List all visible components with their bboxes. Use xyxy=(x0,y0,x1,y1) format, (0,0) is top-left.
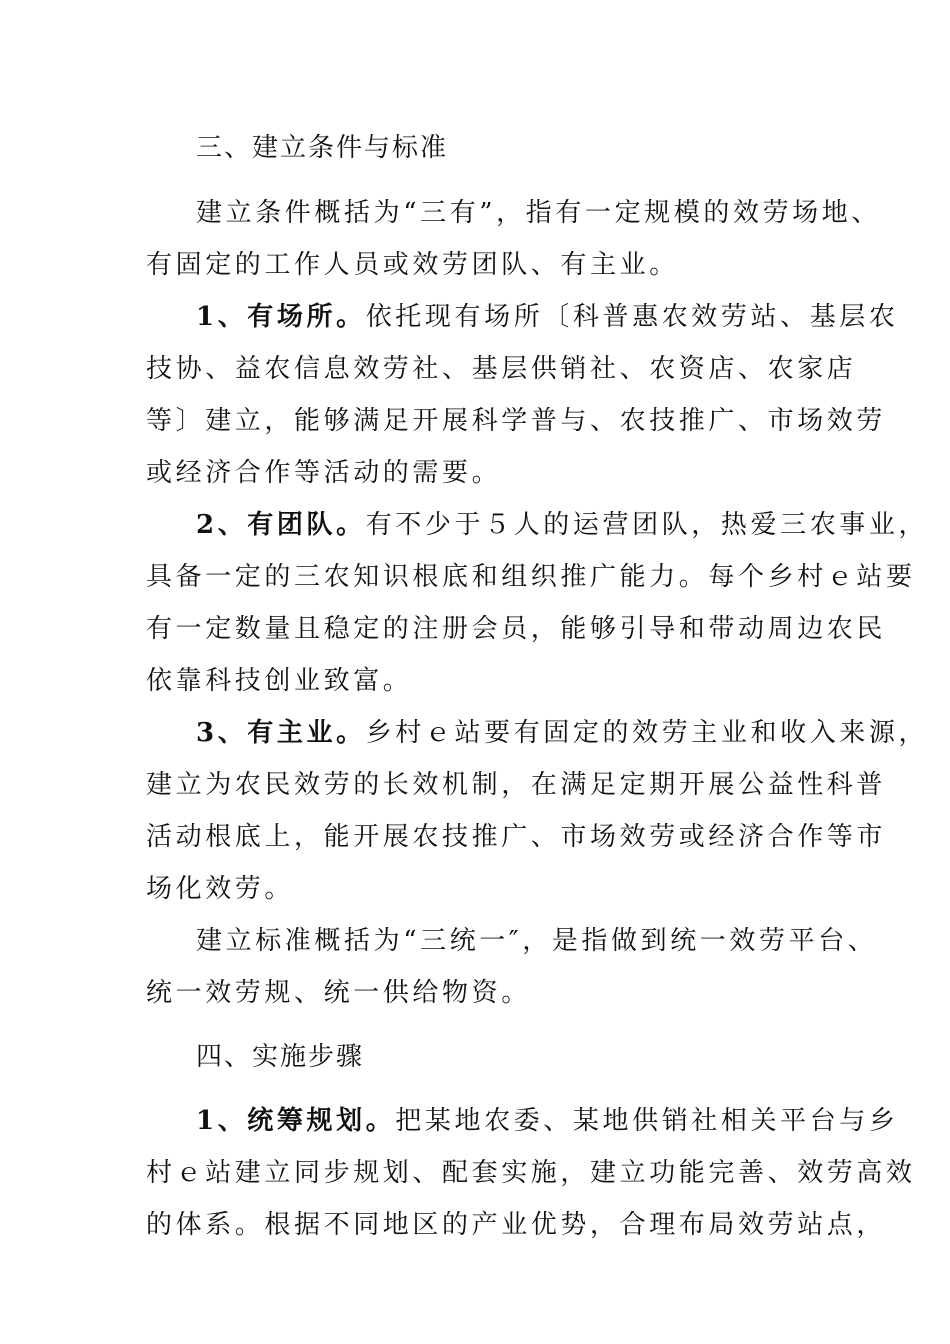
item1-line-3: 等〕建立，能够满足开展科学普与、农技推广、市场效劳 xyxy=(146,406,887,436)
item2-line-1 xyxy=(196,508,929,542)
item2-line-3: 有一定数量且稳定的注册会员，能够引导和带动周边农民 xyxy=(146,614,887,644)
item3-line-2: 建立为农民效劳的长效机制，在满足定期开展公益性科普 xyxy=(146,770,887,800)
step1-line-3: 的体系。根据不同地区的产业优势，合理布局效劳站点， xyxy=(146,1210,887,1240)
step1-text: 把某地农委、某地供销社相关平台与乡 xyxy=(395,1106,899,1136)
section-heading-3: 三、建立条件与标准 xyxy=(196,133,449,163)
intro-line-1: 建立条件概括为“三有”，指有一定规模的效劳场地、 xyxy=(196,198,881,228)
item3-line-4: 场化效劳。 xyxy=(146,874,295,904)
item1-line-4: 或经济合作等活动的需要。 xyxy=(146,458,502,488)
item1-line-2: 技协、益农信息效劳社、基层供销社、农资店、农家店 xyxy=(146,354,857,384)
item3-title: 3、有主业。 xyxy=(196,718,366,748)
item3-line-3: 活动根底上，能开展农技推广、市场效劳或经济合作等市 xyxy=(146,822,887,852)
item1-title: 1、有场所。 xyxy=(196,302,366,332)
item2-line-2: 具备一定的三农知识根底和组织推广能力。每个乡村ｅ站要 xyxy=(146,562,916,592)
step1-title: 1、统筹规划。 xyxy=(196,1106,396,1136)
item2-text: 有不少于５人的运营团队，热爱三农事业， xyxy=(365,510,929,540)
item2-title: 2、有团队。 xyxy=(196,510,366,540)
step1-line-2: 村ｅ站建立同步规划、配套实施，建立功能完善、效劳高效 xyxy=(146,1158,916,1188)
step1-line-1 xyxy=(196,1104,899,1138)
item3-text: 乡村ｅ站要有固定的效劳主业和收入来源， xyxy=(365,718,929,748)
item1-line-1 xyxy=(196,300,899,334)
item1-text: 依托现有场所〔科普惠农效劳站、基层农 xyxy=(365,302,899,332)
standard-line-1: 建立标准概括为“三统一″，是指做到统一效劳平台、 xyxy=(196,926,878,956)
standard-line-2: 统一效劳规、统一供给物资。 xyxy=(146,978,531,1008)
intro-line-2: 有固定的工作人员或效劳团队、有主业。 xyxy=(146,250,679,280)
section-heading-4: 四、实施步骤 xyxy=(196,1042,365,1072)
item2-line-4: 依靠科技创业致富。 xyxy=(146,666,413,696)
item3-line-1 xyxy=(196,716,929,750)
